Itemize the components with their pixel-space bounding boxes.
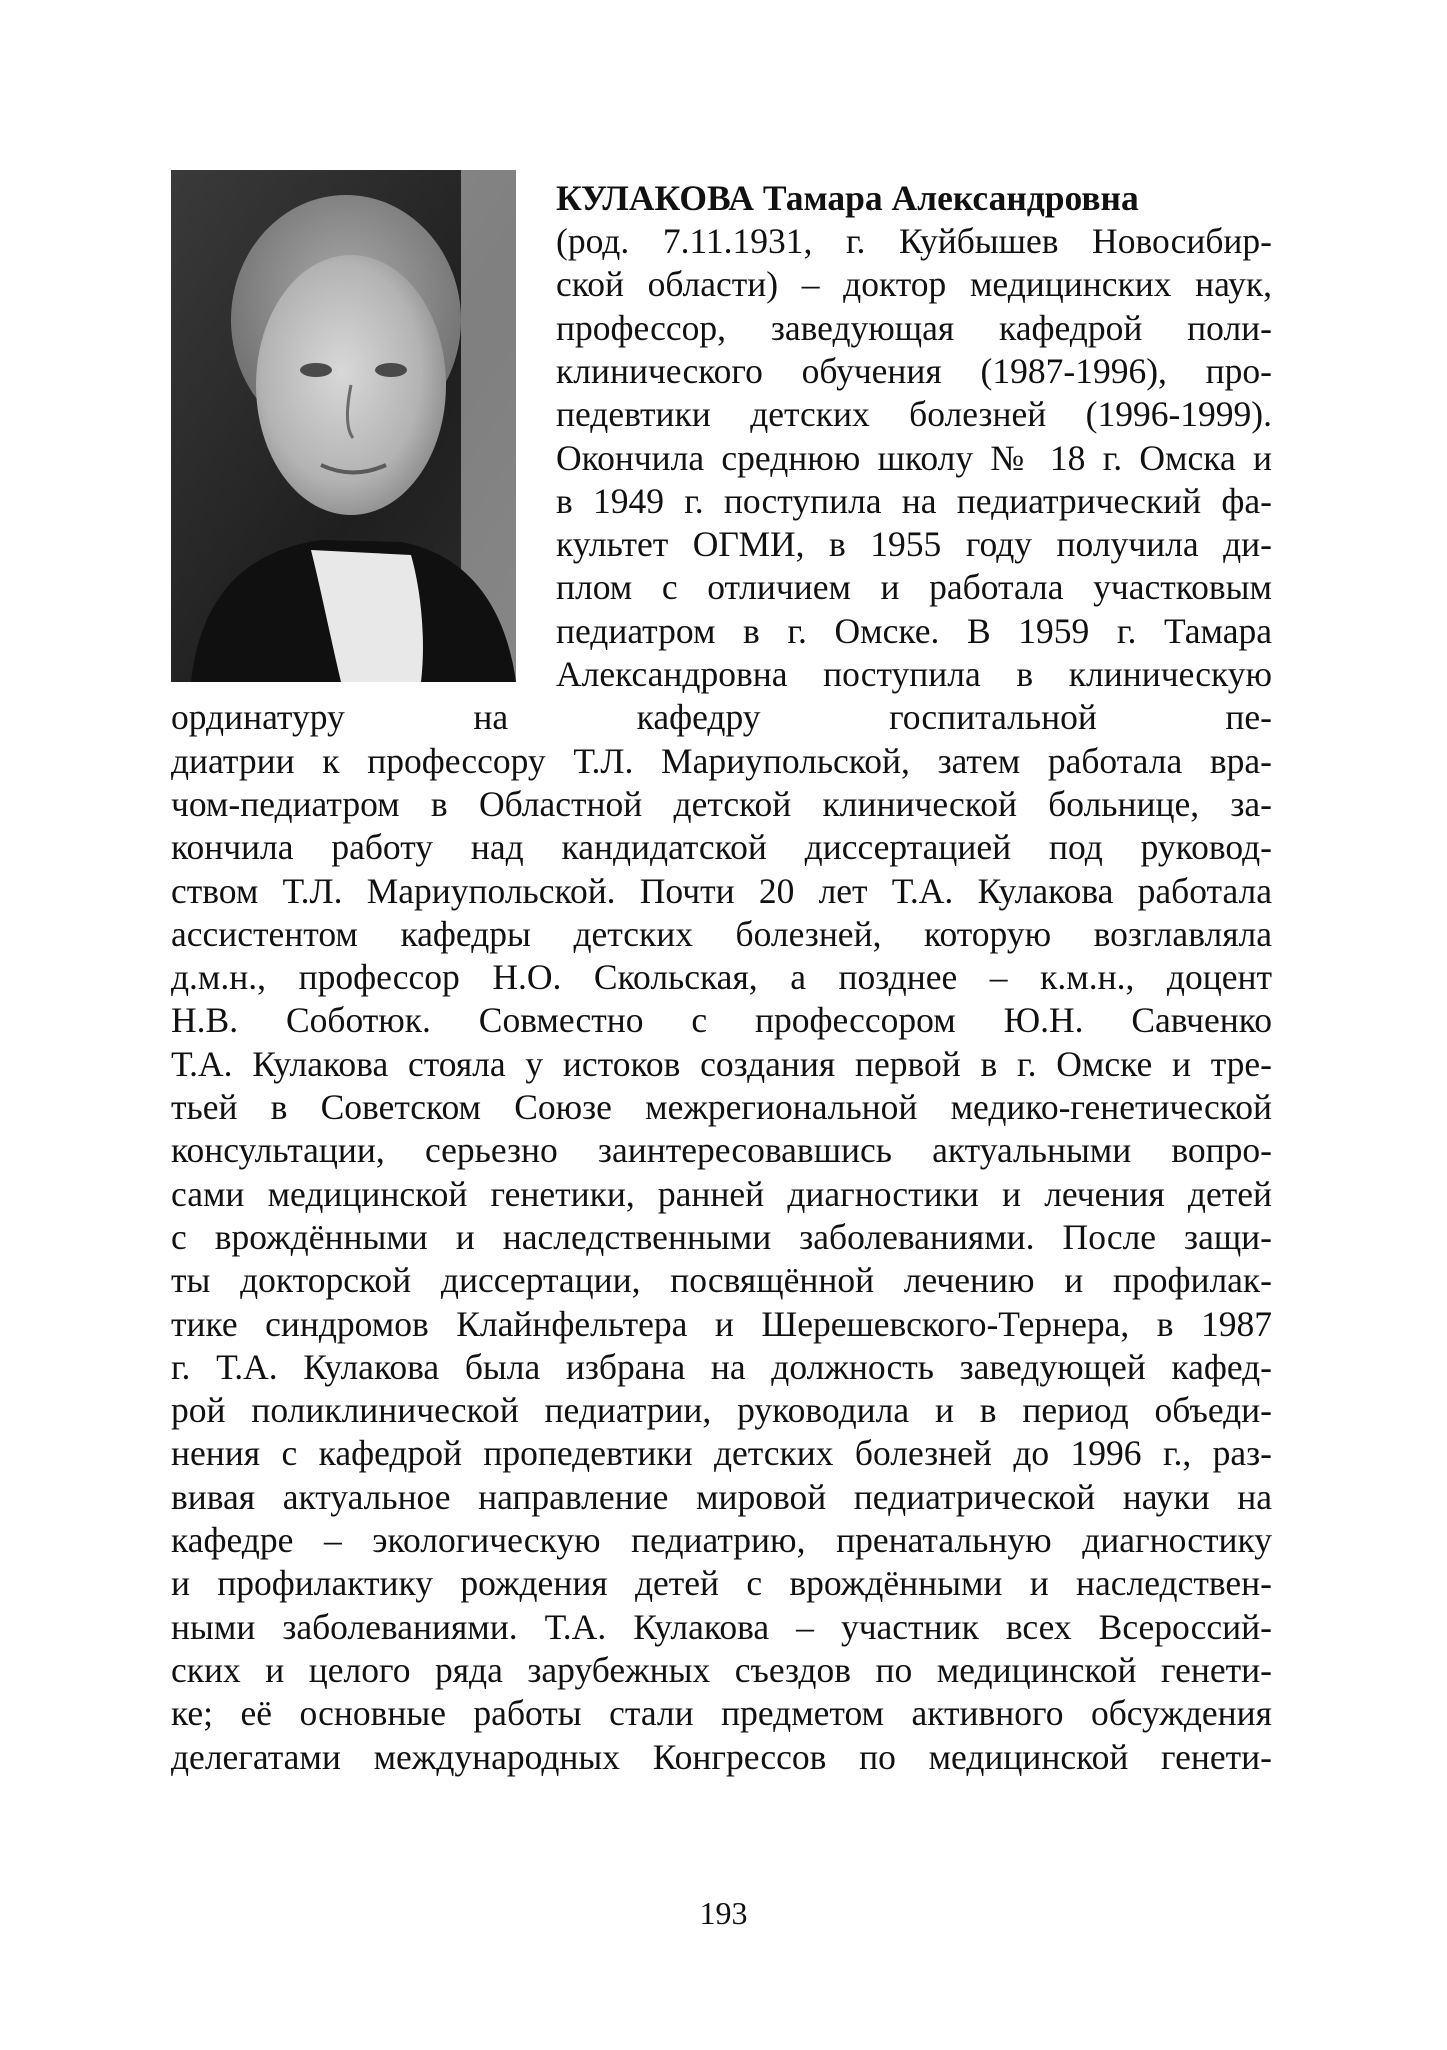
- bio-line: Окончила среднюю школу № 18 г. Омска и: [556, 437, 1272, 478]
- bio-line: педиатром в г. Омске. В 1959 г. Тамара: [556, 610, 1272, 651]
- bio-line: консультации, серьезно заинтересовавшись актуальными вопро-: [171, 1130, 1272, 1171]
- bio-line: тьей в Советском Союзе межрегиональной медико-генетической: [171, 1087, 1272, 1127]
- bio-line: профессор, заведующая кафедрой поли-: [556, 307, 1272, 348]
- bio-line: культет ОГМИ, в 1955 году получила ди-: [556, 524, 1272, 565]
- bio-line: д.м.н., профессор Н.О. Скольская, а позднее – к.м.н., доцент: [171, 957, 1272, 998]
- portrait-image: [171, 170, 516, 682]
- bio-line: и профилактику рождения детей с врождёнными и наследствен-: [171, 1563, 1272, 1604]
- bio-line: сами медицинской генетики, ранней диагностики и лечения детей: [171, 1173, 1272, 1214]
- bio-line: ской области) – доктор медицинских наук,: [556, 264, 1272, 305]
- bio-line: Т.А. Кулакова стояла у истоков создания первой в г. Омске и тре-: [171, 1043, 1272, 1084]
- bio-line: ке; её основные работы стали предметом активного обсуждения: [171, 1693, 1272, 1734]
- bio-line: вивая актуальное направление мировой педиатрической науки на: [171, 1476, 1272, 1517]
- bio-line: Александровна поступила в клиническую: [556, 654, 1272, 694]
- bio-line: ными заболеваниями. Т.А. Кулакова – участник всех Всероссий-: [171, 1606, 1272, 1647]
- bio-line: ством Т.Л. Мариупольской. Почти 20 лет Т.А. Кулакова работала: [171, 870, 1272, 911]
- bio-line: чом-педиатром в Областной детской клинической больнице, за-: [171, 783, 1272, 824]
- bio-line: педевтики детских болезней (1996-1999).: [556, 394, 1272, 435]
- bio-line: диатрии к профессору Т.Л. Мариупольской, затем работала вра-: [171, 740, 1272, 781]
- bio-line: кончила работу над кандидатской диссертацией под руковод-: [171, 827, 1272, 868]
- bio-line: плом с отличием и работала участковым: [556, 567, 1272, 608]
- page-number: 193: [699, 1895, 748, 1931]
- bio-line: делегатами международных Конгрессов по медицинской генети-: [171, 1736, 1272, 1777]
- bio-line: ассистентом кафедры детских болезней, которую возглавляла: [171, 913, 1272, 954]
- bio-line: рой поликлинической педиатрии, руководила и в период объеди-: [171, 1390, 1272, 1431]
- portrait-photo: [171, 170, 516, 682]
- bio-line: ских и целого ряда зарубежных съездов по медицинской генети-: [171, 1649, 1272, 1690]
- bio-heading: КУЛАКОВА Тамара Александровна: [556, 178, 1139, 218]
- bio-line: нения с кафедрой пропедевтики детских болезней до 1996 г., раз-: [171, 1433, 1272, 1474]
- bio-line: ординатуру на кафедру госпитальной пе-: [171, 697, 1272, 738]
- bio-line: ты докторской диссертации, посвящённой лечению и профилак-: [171, 1260, 1272, 1301]
- bio-line: тике синдромов Клайнфельтера и Шерешевского-Тернера, в 1987: [171, 1303, 1272, 1344]
- bio-line: Н.В. Соботюк. Совместно с профессором Ю.Н. Савченко: [171, 1000, 1272, 1041]
- bio-line: кафедре – экологическую педиатрию, пренатальную диагностику: [171, 1520, 1272, 1560]
- bio-line: г. Т.А. Кулакова была избрана на должность заведующей кафед-: [171, 1346, 1272, 1387]
- bio-line: (род. 7.11.1931, г. Куйбышев Новосибир-: [556, 221, 1272, 261]
- bio-line: клинического обучения (1987-1996), про-: [556, 350, 1272, 391]
- bio-line: с врождёнными и наследственными заболеваниями. После защи-: [171, 1216, 1272, 1257]
- bio-line: в 1949 г. поступила на педиатрический фа-: [556, 480, 1272, 521]
